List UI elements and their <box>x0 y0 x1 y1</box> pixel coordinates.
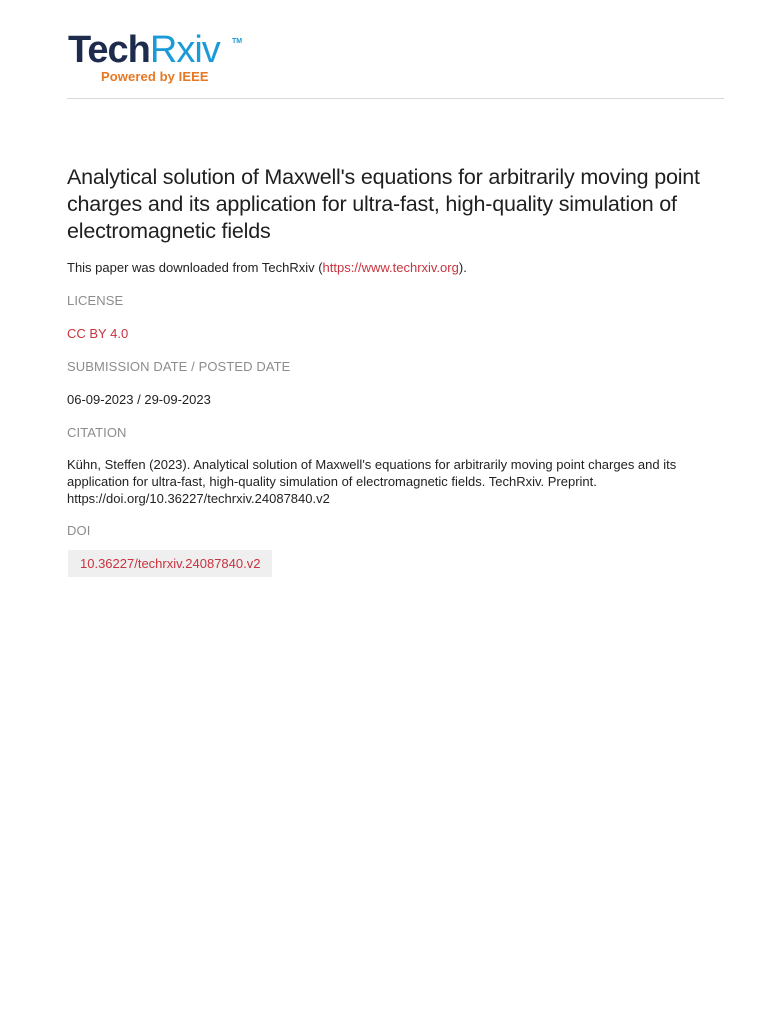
logo-tech-text: Tech <box>68 29 150 71</box>
header-divider <box>67 98 724 99</box>
download-notice-suffix: ). <box>458 260 467 275</box>
doi-link-box[interactable] <box>68 550 272 577</box>
license-value <box>67 325 128 342</box>
logo-wordmark <box>68 30 220 70</box>
doi-link[interactable]: 10.36227/techrxiv.24087840.v2 <box>80 556 261 571</box>
download-notice-prefix: This paper was downloaded from TechRxiv ( <box>67 260 323 275</box>
logo-rxiv-text: Rxiv <box>149 29 220 71</box>
logo-tagline: Powered by IEEE <box>101 69 209 84</box>
dates-value: 06-09-2023 / 29-09-2023 <box>67 392 211 407</box>
techrxiv-logo[interactable] <box>68 30 248 90</box>
citation-value: Kühn, Steffen (2023). Analytical solution of Maxwell's equations for arbitrarily moving point charges and its application for ultra-fast, high-quality simulation of electromagnetic fields. TechRxiv. Preprint. https://doi.org/10.36227/techrxiv.24087840.v2 <box>67 457 677 506</box>
download-notice <box>67 259 467 276</box>
paper-title: Analytical solution of Maxwell's equations for arbitrarily moving point charges and its application for ultra-fast, high-quality simulation of electromagnetic fields <box>67 165 700 243</box>
citation-label: CITATION <box>67 425 127 440</box>
license-label: LICENSE <box>67 293 124 308</box>
license-link[interactable]: CC BY 4.0 <box>67 326 129 341</box>
logo-trademark: TM <box>232 38 243 45</box>
techrxiv-link[interactable]: https://www.techrxiv.org <box>322 260 459 275</box>
doi-label: DOI <box>67 523 91 538</box>
dates-label: SUBMISSION DATE / POSTED DATE <box>67 359 291 374</box>
